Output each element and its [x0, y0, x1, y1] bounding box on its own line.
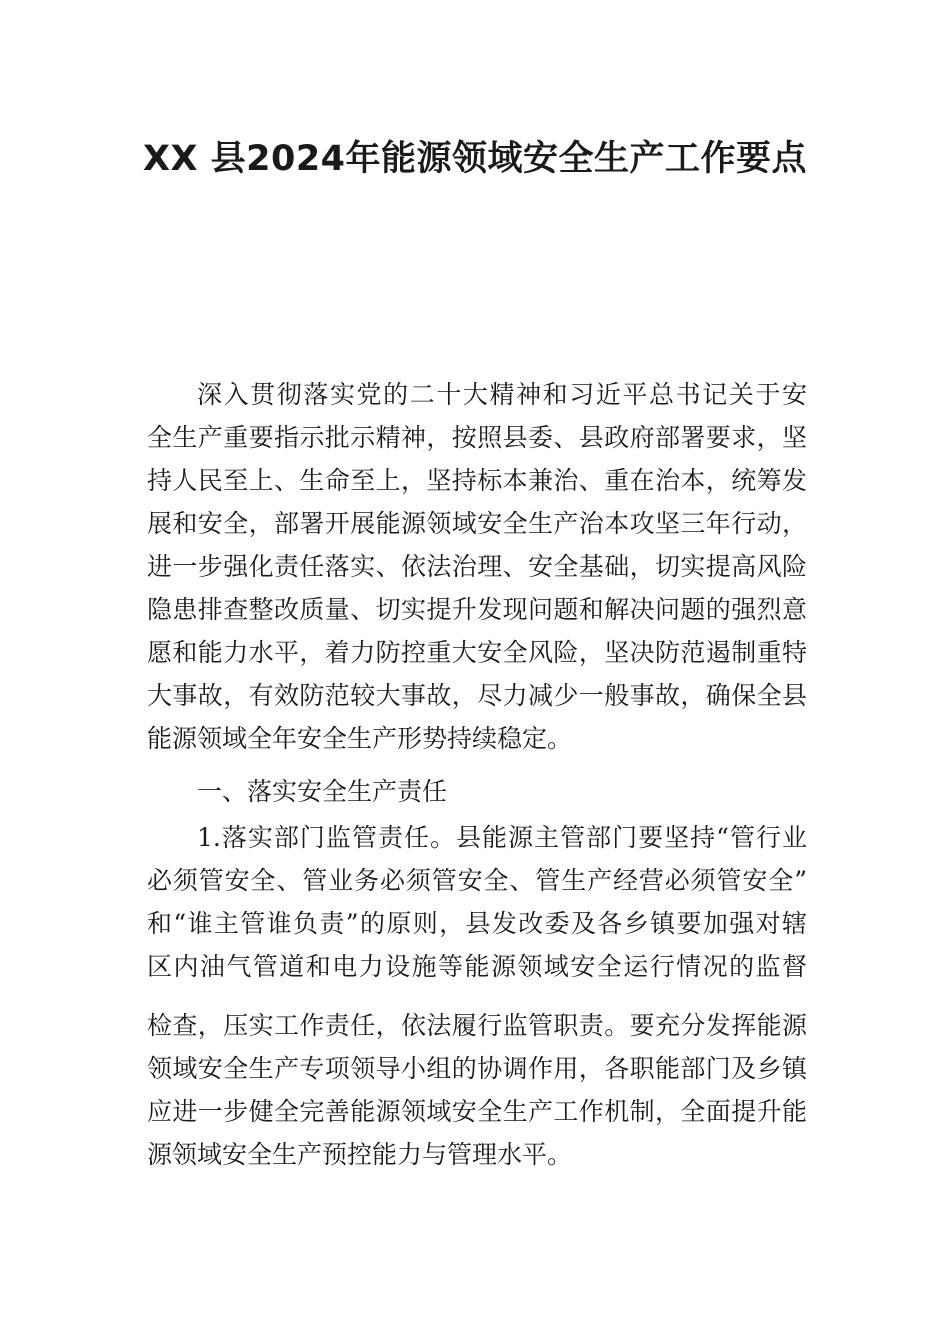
body-line: 大事故，有效防范较大事故，尽力减少一般事故，确保全县 [147, 681, 807, 710]
document-title: XX 县2024年能源领域安全生产工作要点 [142, 139, 808, 179]
body-line: 全生产重要指示批示精神，按照县委、县政府部署要求，坚 [147, 423, 807, 452]
body-line: 能源领域全年安全生产形势持续稳定。 [147, 724, 573, 753]
body-line: 持人民至上、生命至上，坚持标本兼治、重在治本，统筹发 [147, 466, 807, 495]
body-line: 深入贯彻落实党的二十大精神和习近平总书记关于安 [197, 380, 807, 409]
body-line: 隐患排查整改质量、切实提升发现问题和解决问题的强烈意 [147, 595, 807, 624]
body-line: 区内油气管道和电力设施等能源领域安全运行情况的监督 [147, 952, 807, 981]
body-line: 进一步强化责任落实、依法治理、安全基础，切实提高风险 [147, 552, 807, 581]
body-line: 应进一步健全完善能源领域安全生产工作机制，全面提升能 [147, 1097, 807, 1126]
body-line: 领域安全生产专项领导小组的协调作用，各职能部门及乡镇 [147, 1054, 807, 1083]
body-line: 源领域安全生产预控能力与管理水平。 [147, 1140, 573, 1169]
body-line: 1.落实部门监管责任。县能源主管部门要坚持“管行业 [197, 823, 807, 852]
section-heading: 一、落实安全生产责任 [197, 777, 448, 806]
body-line: 展和安全，部署开展能源领域安全生产治本攻坚三年行动， [147, 509, 807, 538]
body-line: 必须管安全、管业务必须管安全、管生产经营必须管安全” [147, 866, 807, 895]
body-line: 愿和能力水平，着力防控重大安全风险，坚决防范遏制重特 [147, 638, 807, 667]
body-line: 和“谁主管谁负责”的原则，县发改委及各乡镇要加强对辖 [147, 909, 807, 938]
body-line: 检查，压实工作责任，依法履行监管职责。要充分发挥能源 [147, 1011, 807, 1040]
